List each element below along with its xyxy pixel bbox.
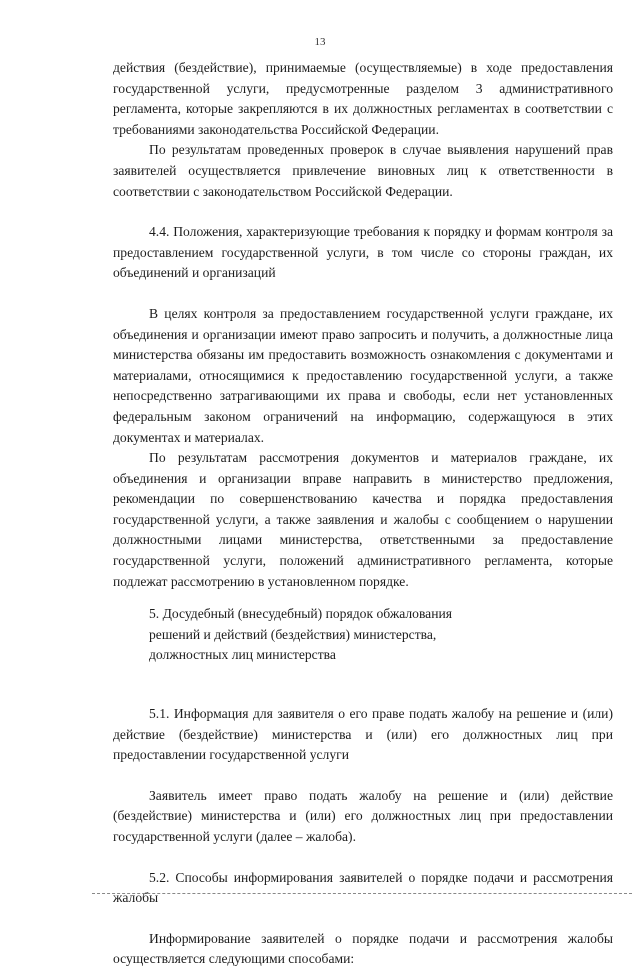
paragraph-complaint-right: Заявитель имеет право подать жалобу на решение и (или) действие (бездействие) министерства и (или) его должностных лиц при предоставлении государственной услуги (далее – жалоба). (113, 787, 613, 844)
page-number: 13 (314, 36, 326, 48)
section-heading-5-line1: 5. Досудебный (внесудебный) порядок обжалования (149, 606, 453, 622)
document-body (113, 58, 613, 970)
paragraph-control-rights: В целях контроля за предоставлением государственной услуги граждане, их объединения и организации имеют право запросить и получить, а должностные лица министерства обязаны им предоставить возможность ознакомления с документами и материалами, относящимися к предоставлению государственной услуги, а также непосредственно затрагивающими их права и свободы, если нет установленных федеральным законом ограничений на информацию, содержащуюся в этих документах и материалах. (113, 305, 613, 445)
section-heading-5-2: 5.2. Способы информирования заявителей о порядке подачи и рассмотрения жалобы (113, 869, 613, 906)
scan-bottom-edge (92, 893, 632, 894)
section-heading-5-1: 5.1. Информация для заявителя о его праве подать жалобу на решение и (или) действие (бездействие) министерства и (или) его должностных лиц при предоставлении государственной услуги (113, 706, 613, 763)
paragraph-continuation: действия (бездействие), принимаемые (осуществляемые) в ходе предоставления государственной услуги, предусмотренные разделом 3 административного регламента, которые закрепляются в их должностных регламентах в соответствии с требованиями законодательства Российской Федерации. (113, 60, 613, 137)
section-heading-5-line2: решений и действий (бездействия) министерства, (149, 626, 437, 642)
section-heading-4-4: 4.4. Положения, характеризующие требования к порядку и формам контроля за предоставлением государственной услуги, в том числе со стороны граждан, их объединений и организаций (113, 224, 613, 281)
paragraph-violations: По результатам проведенных проверок в случае выявления нарушений прав заявителей осуществляется привлечение виновных лиц к ответственности в соответствии с законодательством Российской Федерации. (113, 142, 613, 199)
section-heading-5-line3: должностных лиц министерства (149, 647, 336, 663)
paragraph-proposals: По результатам рассмотрения документов и материалов граждане, их объединения и организации вправе направить в министерство предложения, рекомендации по совершенствованию качества и порядка предоставления государственной услуги, а также заявления и жалобы с сообщением о нарушении должностными лицами министерства, ответственными за предоставление государственной услуги, положений административного регламента, которые подлежат рассмотрению в установленном порядке. (113, 450, 613, 589)
paragraph-informing-methods: Информирование заявителей о порядке подачи и рассмотрения жалобы осуществляется следующими способами: (113, 930, 613, 967)
